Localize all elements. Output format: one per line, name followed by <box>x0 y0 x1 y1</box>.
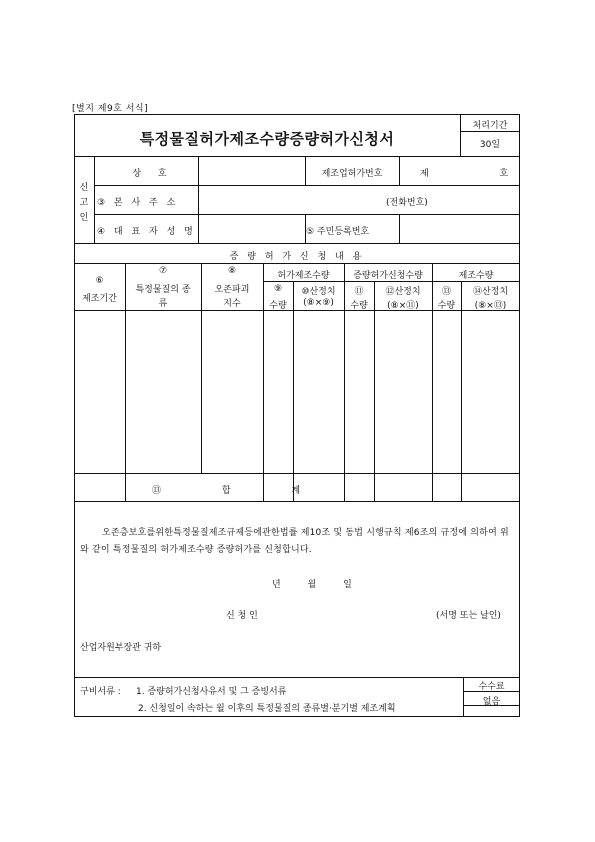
sub-14-formula: (⑧×⑬) <box>474 301 507 311</box>
col-ozone-num: ⑧ <box>227 266 237 276</box>
group-increase-label: 증량허가신청수량 <box>353 271 423 281</box>
attachment-item-1: 1. 증량허가신청사유서 및 그 증빙서류 <box>136 687 287 697</box>
resident-no-field[interactable] <box>400 215 519 242</box>
col-substance-label-2: 류 <box>158 299 168 309</box>
col-substance-label-1: 특정물질의 종 <box>135 285 191 295</box>
applicant-side-label-2: 고 <box>79 198 89 208</box>
office-address-field[interactable] <box>199 186 519 213</box>
applicant-side-label-1: 신 <box>79 183 89 193</box>
application-statement: 오존층보호를위한특정물질제조규제등에관한법률 제10조 및 동법 시행규칙 제6조의 규정에 의하여 위와 같이 특정물질의 허가제조수량 증량허가를 신청합니다. <box>80 528 509 555</box>
phone-label: (전화번호) <box>386 198 428 208</box>
group-manufacture-label: 제조수량 <box>458 271 494 281</box>
processing-period-label: 처리기간 <box>472 121 508 131</box>
manufacture-permit-no-label: 제조업허가번호 <box>321 169 383 179</box>
sub-9-num: ⑨ <box>273 284 283 294</box>
resident-no-label: ⑤ 주민등록번호 <box>306 227 370 237</box>
representative-label: ④ 대 표 자 성 명 <box>97 227 196 237</box>
sub-14-label: ⑭산정치 <box>472 287 509 297</box>
sub-10-formula: (⑧×⑨) <box>303 298 334 308</box>
fee-label: 수수료 <box>478 682 505 692</box>
col-substance-num: ⑦ <box>158 266 168 276</box>
sub-10-label: ⑩산정치 <box>301 287 336 297</box>
sub-12-label: ⑫산정치 <box>385 287 421 297</box>
col-ozone-label-1: 오존파괴 <box>214 285 250 295</box>
col-period-num: ⑥ <box>95 276 104 286</box>
sub-13-label: 수량 <box>437 301 456 311</box>
sub-12-formula: (⑧×⑪) <box>387 301 419 311</box>
group-permitted-label: 허가제조수량 <box>277 271 330 281</box>
form-number-label: [별지 제9호 서식] <box>72 104 149 114</box>
attachment-item-2: 2. 신청일이 속하는 월 이후의 특정물질의 종류별·분기별 제조계획 <box>138 704 396 714</box>
form-title: 특정물질허가제조수량증량허가신청서 <box>139 130 395 148</box>
applicant-sign-label: 신 청 인 <box>226 611 258 621</box>
section-title: 증 량 허 가 신 청 내 용 <box>229 252 365 262</box>
total-row-label: ⑬ 합 계 <box>152 486 301 496</box>
sign-note: (서명 또는 날인) <box>436 611 501 621</box>
permit-no-field[interactable]: 제 호 <box>420 169 543 179</box>
date-line: 년 월 일 <box>272 580 352 590</box>
representative-field[interactable] <box>199 215 305 242</box>
sub-9-label: 수량 <box>269 301 287 311</box>
addressee: 산업자원부장관 귀하 <box>80 643 162 653</box>
office-address-label: ③ 본 사 주 소 <box>97 198 179 208</box>
table-entry-area[interactable] <box>75 311 519 473</box>
attachments-label: 구비서류 : <box>80 687 121 697</box>
sub-11-label: 수량 <box>350 301 368 311</box>
sub-13-num: ⑬ <box>441 287 451 297</box>
trade-name-field[interactable] <box>199 157 305 185</box>
sub-11-num: ⑪ <box>354 287 364 297</box>
applicant-side-label-3: 인 <box>79 213 89 223</box>
processing-period-value: 30일 <box>479 140 501 150</box>
col-period-label: 제조기간 <box>82 294 117 304</box>
col-ozone-label-2: 지수 <box>223 299 241 309</box>
fee-value: 없음 <box>482 697 501 707</box>
trade-name-label: 상 호 <box>132 169 174 179</box>
